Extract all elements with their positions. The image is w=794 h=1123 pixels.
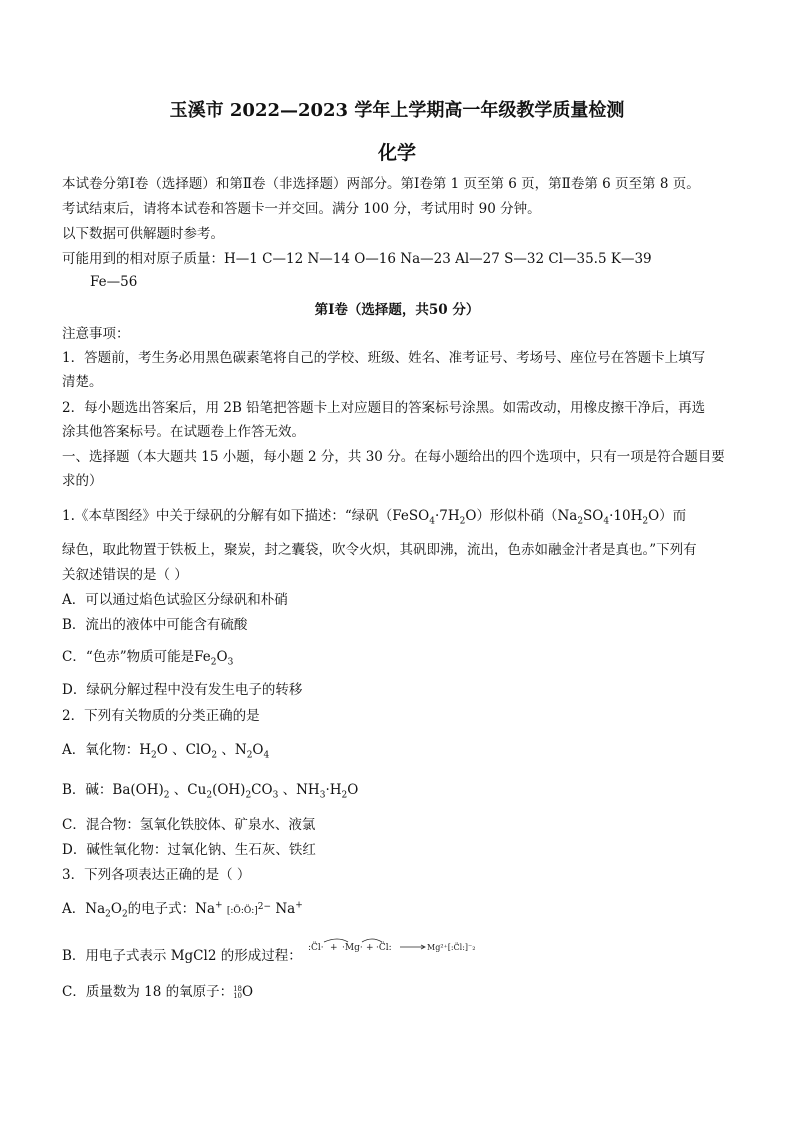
mgcl2-formation-diagram <box>306 936 492 956</box>
formula-oxides: $H_2O$ 、ClO$_2$ 、$N_2O_4$ <box>139 742 270 761</box>
q3-option-a: A．$Na_2O_2$的电子式：Na+ [:Ö:Ö:]$^{2-}$ Na+ <box>62 900 303 920</box>
exam-title: 玉溪市 2022—2023 学年上学期高一年级教学质量检测 <box>169 100 625 121</box>
q1-stem-line-b: 绿色，取此物置于铁板上，聚炭，封之囊袋，吹令火炽，其矾即沸，流出，色赤如融金汁者是真也。”下列有 <box>62 542 697 558</box>
part-heading-b: 求的） <box>62 473 103 489</box>
atomic-mass-fe: Fe—56 <box>90 274 138 290</box>
q2-option-c: C．混合物：氢氧化铁胶体、矿泉水、液氯 <box>62 817 316 833</box>
q3-stem: 3．下列各项表达正确的是（ ） <box>62 867 251 883</box>
electron-formula-na2o2: Na+ [:Ö:Ö:]$^{2-}$ Na+ <box>195 900 303 917</box>
intro-line-1: 本试卷分第Ⅰ卷（选择题）和第Ⅱ卷（非选择题）两部分。第Ⅰ卷第 1 页至第 6 页，第Ⅱ卷第 6 页至第 8 页。 <box>62 176 700 192</box>
svg-text:+: + <box>330 943 338 953</box>
q1-stem-line-c: 关叙述错误的是（ ） <box>62 567 188 583</box>
q1-stem-line-a: 1.《本草图经》中关于绿矾的分解有如下描述：“绿矾$(FeSO_4\cdot 7H_2O)$形似朴硝$(Na_2SO_4\cdot 10H_2O)$而 <box>62 508 687 527</box>
q2-option-d: D．碱性氧化物：过氧化钠、生石灰、铁红 <box>62 842 316 858</box>
intro-line-3: 以下数据可供解题时参考。 <box>62 226 224 242</box>
q1-option-b: B．流出的液体中可能含有硫酸 <box>62 617 248 633</box>
note-1-line-b: 清楚。 <box>62 374 103 390</box>
formula-na2so4: $Na_2SO_4\cdot 10H_2O$ <box>557 508 660 527</box>
svg-text:·Mg·: ·Mg· <box>342 943 363 953</box>
q3-option-b: B．用电子式表示 MgCl2 的形成过程： <box>62 948 302 964</box>
section-title: 第Ⅰ卷（选择题，共50 分） <box>314 302 480 318</box>
q3-option-c: C．质量数为 18 的氧原子：18 10O <box>62 984 254 1000</box>
q1-option-c: C．“色赤”物质可能是$Fe_2O_3$ <box>62 649 234 668</box>
subject-title: 化学 <box>377 142 416 164</box>
notes-label: 注意事项： <box>62 326 130 342</box>
note-1-line-a: 1．答题前，考生务必用黑色碳素笔将自己的学校、班级、姓名、准考证号、考场号、座位号在答题卡上填写 <box>62 350 706 366</box>
intro-line-2: 考试结束后，请将本试卷和答题卡一并交回。满分 100 分，考试用时 90 分钟。 <box>62 201 541 217</box>
note-2-line-a: 2．每小题选出答案后，用 2B 铅笔把答题卡上对应题目的答案标号涂黑。如需改动，用橡皮擦干净后，再选 <box>62 400 706 416</box>
isotope-o18: 18 10O <box>233 984 254 1000</box>
q2-option-b: B．碱：$Ba(OH)_2$ 、$Cu_2(OH)_2CO_3$ 、$NH_3\cdot H_2O$ <box>62 782 359 801</box>
svg-text:+: + <box>366 943 374 953</box>
svg-text::C̈l·: :C̈l· <box>308 943 324 953</box>
formula-bases: $Ba(OH)_2$ 、$Cu_2(OH)_2CO_3$ 、$NH_3\cdot H_2O$ <box>112 782 359 801</box>
svg-text:Mg²⁺[:C̈l:]⁻₂: Mg²⁺[:C̈l:]⁻₂ <box>427 943 476 952</box>
q1-option-a: A．可以通过焰色试验区分绿矾和朴硝 <box>62 592 288 608</box>
formula-feso4: $FeSO_4\cdot 7H_2O$ <box>392 508 477 527</box>
formula-na2o2: $Na_2O_2$ <box>85 901 128 920</box>
svg-text:·C̈l:: ·C̈l: <box>376 943 392 953</box>
q2-option-a: A．氧化物：$H_2O$ 、ClO$_2$ 、$N_2O_4$ <box>62 742 270 761</box>
part-heading-a: 一、选择题（本大题共 15 小题，每小题 2 分，共 30 分。在每小题给出的四个选项中，只有一项是符合题目要 <box>62 449 725 465</box>
q1-option-d: D．绿矾分解过程中没有发生电子的转移 <box>62 682 303 698</box>
formula-fe2o3: $Fe_2O_3$ <box>194 649 234 668</box>
atomic-mass-line: 可能用到的相对原子质量：H—1 C—12 N—14 O—16 Na—23 Al—27 S—32 Cl—35.5 K—39 <box>62 251 652 267</box>
note-2-line-b: 涂其他答案标号。在试题卷上作答无效。 <box>62 424 305 440</box>
q2-stem: 2．下列有关物质的分类正确的是 <box>62 708 260 724</box>
